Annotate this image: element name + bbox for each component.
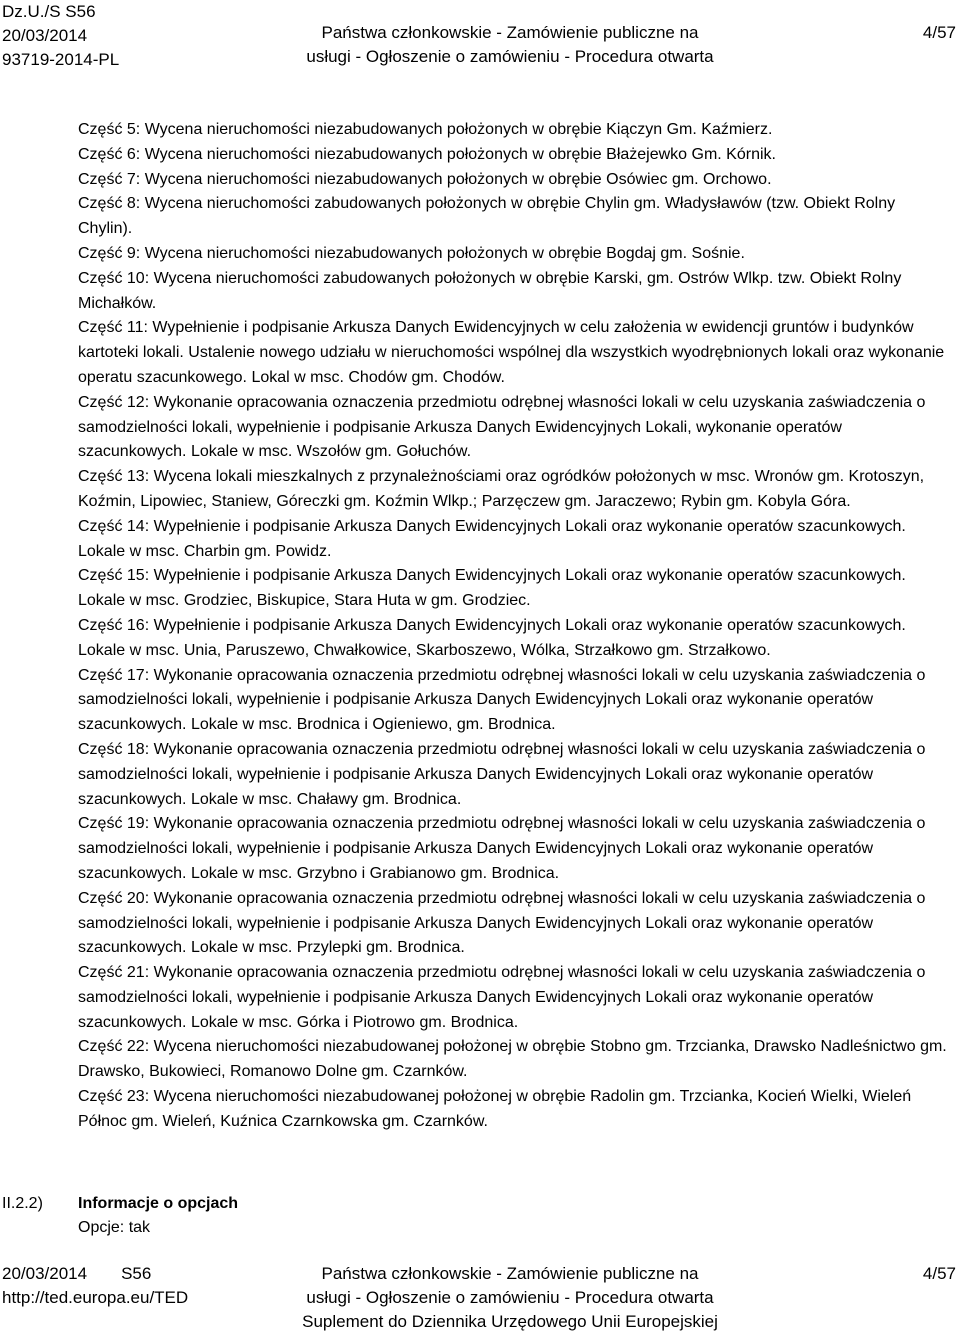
lot-item: Część 14: Wypełnienie i podpisanie Arkusza Danych Ewidencyjnych Lokali oraz wykonanie operatów szacunkowych. Lokale w msc. Charbin gm. Powidz. — [78, 517, 906, 560]
lot-item: Część 13: Wycena lokali mieszkalnych z przynależnościami oraz ogródków położonych w msc. Wronów gm. Krotoszyn, Koźmin, Lipowiec, Staniew, Góreczki gm. Koźmin Wlkp.; Parzęczew gm. Jaraczewo; Rybin gm. Kobyla Góra. — [78, 468, 925, 510]
footer-url[interactable]: http://ted.europa.eu/TED — [2, 1288, 189, 1307]
footer-edition: S56 — [121, 1264, 152, 1283]
section-title: Informacje o opcjach — [78, 1195, 239, 1212]
journal-reference: Dz.U./S S56 — [2, 2, 96, 21]
lot-item: Część 15: Wypełnienie i podpisanie Arkusza Danych Ewidencyjnych Lokali oraz wykonanie operatów szacunkowych. Lokale w msc. Grodziec, Biskupice, Stara Huta w gm. Grodziec. — [78, 567, 906, 610]
lot-item: Część 9: Wycena nieruchomości niezabudowanych położonych w obrębie Bogdaj gm. Sośnie. — [78, 244, 745, 262]
lot-item: Część 10: Wycena nieruchomości zabudowanych położonych w obrębie Karski, gm. Ostrów Wlkp. tzw. Obiekt Rolny Michałków. — [78, 269, 902, 312]
lot-item: Część 12: Wykonanie opracowania oznaczenia przedmiotu odrębnej własności lokali w celu uzyskania zaświadczenia o samodzielności lokali, wypełnienie i podpisanie Arkusza Danych Ewidencyjnych Lokali, wykonanie operatów szacunkowych. Lokale w msc. Wszołów gm. Gołuchów. — [78, 393, 926, 461]
lot-item: Część 16: Wypełnienie i podpisanie Arkusza Danych Ewidencyjnych Lokali oraz wykonanie operatów szacunkowych. Lokale w msc. Unia, Paruszewo, Chwałkowice, Skarboszewo, Wólka, Strzałkowo gm. Strzałkowo. — [78, 616, 906, 659]
lot-item: Część 5: Wycena nieruchomości niezabudowanych położonych w obrębie Kiączyn Gm. Kaźmierz. — [78, 121, 773, 138]
header-title-line-1: Państwa członkowskie - Zamówienie publiczne na — [321, 23, 699, 42]
header-title — [300, 21, 720, 69]
lots-list — [78, 118, 950, 1135]
footer-title-line-1: Państwa członkowskie - Zamówienie publiczne na — [321, 1264, 699, 1283]
header-reference — [2, 0, 119, 72]
lot-item: Część 17: Wykonanie opracowania oznaczenia przedmiotu odrębnej własności lokali w celu uzyskania zaświadczenia o samodzielności lokali, wypełnienie i podpisanie Arkusza Danych Ewidencyjnych Lokali oraz wykonanie operatów szacunkowych. Lokale w msc. Brodnica i Ogieniewo, gm. Brodnica. — [78, 666, 926, 734]
section-options — [78, 1192, 238, 1240]
lot-item: Część 20: Wykonanie opracowania oznaczenia przedmiotu odrębnej własności lokali w celu uzyskania zaświadczenia o samodzielności lokali, wypełnienie i podpisanie Arkusza Danych Ewidencyjnych Lokali oraz wykonanie operatów szacunkowych. Lokale w msc. Przylepki gm. Brodnica. — [78, 889, 926, 957]
section-number: II.2.2) — [2, 1195, 43, 1212]
lot-item: Część 19: Wykonanie opracowania oznaczenia przedmiotu odrębnej własności lokali w celu uzyskania zaświadczenia o samodzielności lokali, wypełnienie i podpisanie Arkusza Danych Ewidencyjnych Lokali oraz wykonanie operatów szacunkowych. Lokale w msc. Grzybno i Grabianowo gm. Brodnica. — [78, 815, 926, 882]
footer-date: 20/03/2014 — [2, 1264, 88, 1283]
lot-item: Część 21: Wykonanie opracowania oznaczenia przedmiotu odrębnej własności lokali w celu uzyskania zaświadczenia o samodzielności lokali, wypełnienie i podpisanie Arkusza Danych Ewidencyjnych Lokali oraz wykonanie operatów szacunkowych. Lokale w msc. Górka i Piotrowo gm. Brodnica. — [78, 964, 926, 1031]
footer-page-number: 4/57 — [922, 1264, 956, 1283]
lot-item: Część 11: Wypełnienie i podpisanie Arkusza Danych Ewidencyjnych w celu założenia w ewidencji gruntów i budynków kartoteki lokali. Ustalenie nowego udziału w nieruchomości wspólnej dla wszystkich wyodrębnionych lokali oraz wykonanie operatu szacunkowego. Lokal w msc. Chodów gm. Chodów. — [78, 319, 945, 386]
footer-left — [2, 1262, 188, 1310]
footer-title — [280, 1262, 740, 1334]
header-title-line-2: usługi - Ogłoszenie o zamówieniu - Procedura otwarta — [306, 47, 714, 66]
lot-item: Część 23: Wycena nieruchomości niezabudowanej położonej w obrębie Radolin gm. Trzcianka, Kocień Wielki, Wieleń Północ gm. Wieleń, Kuźnica Czarnkowska gm. Czarnków. — [78, 1088, 912, 1130]
section-body: Opcje: tak — [78, 1219, 151, 1236]
footer-supplement: Suplement do Dziennika Urzędowego Unii Europejskiej — [302, 1312, 718, 1331]
lot-item: Część 18: Wykonanie opracowania oznaczenia przedmiotu odrębnej własności lokali w celu uzyskania zaświadczenia o samodzielności lokali, wypełnienie i podpisanie Arkusza Danych Ewidencyjnych Lokali oraz wykonanie operatów szacunkowych. Lokale w msc. Chaławy gm. Brodnica. — [78, 740, 926, 808]
notice-number: 93719-2014-PL — [2, 50, 120, 69]
footer-date-edition — [2, 1262, 188, 1286]
lot-item: Część 8: Wycena nieruchomości zabudowanych położonych w obrębie Chylin gm. Władysławów (tzw. Obiekt Rolny Chylin). — [78, 195, 896, 238]
publication-date: 20/03/2014 — [2, 26, 88, 45]
lot-item: Część 7: Wycena nieruchomości niezabudowanych położonych w obrębie Osówiec gm. Orchowo. — [78, 170, 772, 188]
lot-item: Część 6: Wycena nieruchomości niezabudowanych położonych w obrębie Błażejewko Gm. Kórnik. — [78, 145, 776, 163]
footer-title-line-2: usługi - Ogłoszenie o zamówieniu - Procedura otwarta — [306, 1288, 714, 1307]
lot-item: Część 22: Wycena nieruchomości niezabudowanej położonej w obrębie Stobno gm. Trzcianka, Drawsko Nadleśnictwo gm. Drawsko, Bukowieci, Romanowo Dolne gm. Czarnków. — [78, 1038, 947, 1081]
header-page-number: 4/57 — [922, 23, 956, 42]
